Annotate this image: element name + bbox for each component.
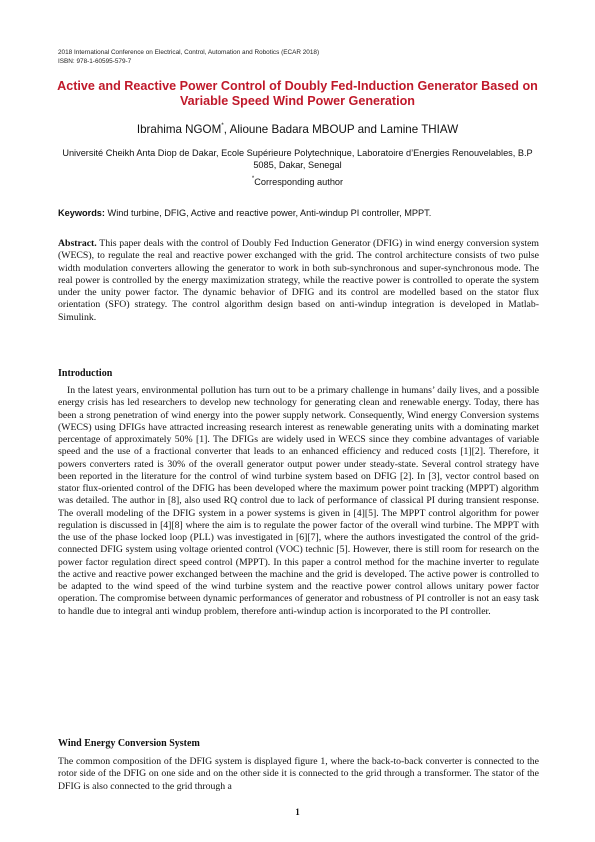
paper-title: Active and Reactive Power Control of Doubly Fed-Induction Generator Based on Variable Speed Wind Power Generation — [57, 79, 538, 109]
author-others: , Alioune Badara MBOUP and Lamine THIAW — [223, 123, 459, 136]
abstract-text: This paper deals with the control of Doubly Fed Induction Generator (DFIG) in wind energy conversion system (WECS), to regulate the real and reactive power exchanged with the grid. The control architecture consists of two pulse width modulation converters allowing the generator to work in both sub-synchronous and super-synchronous mode. The real power is controlled by the energy maximization strategy, while the reactive power is controlled to operate the system under the unity power factor. The dynamic behavior of DFIG and its control are modelled based on the stator flux orientation (SFO) strategy. The control algorithm design based on anti-windup integration is developed in Matlab-Simulink. — [58, 238, 539, 323]
corresponding-mark: * — [221, 122, 224, 129]
author-list — [56, 123, 539, 137]
introduction-paragraph: In the latest years, environmental pollution has turn out to be a primary challenge in humans’ daily lives, and a possible energy crisis has led researchers to develop new technology for generating clean and renewable energy. Today, there has been a strong penetration of wind energy into the power supply network. Consequently, Wind energy Conversion systems (WECS) using DFIGs have attracted increasing research interest as renewable generating units with a dominating market percentage of approximately 50% [1]. The DFIGs are widely used in WECS since they combine advantages of variable speed and the use of a fractional converter that leads to an enhanced efficiency and reduced costs [1][2]. Therefore, it powers converters rated is 30% of the overall generator output power under steady-state. Several control strategy have been reported in the literature for the control of wind turbine system based on DFIG [2]. In [3], vector control based on stator flux-oriented control of the DFIG has been developed where the maximum power point tracking (MPPT) algorithm was detailed. The author in [8], also used RQ control due to lack of performance of classical PI during transient response. The overall modeling of the DFIG system in a power systems is given in [4][5]. The MPPT control algorithm for power regulation is discussed in [4][8] where the aim is to regulate the power factor of the overall wind turbine. The MPPT with the use of the phase locked loop (PLL) was investigated in [6][7], where the authors investigated the control of the grid-connected DFIG system using voltage oriented control (VOC) technic [5]. However, there is still room for research on the power factor regulation direct speed control (MPPT). In this paper a control method for the machine inverter to regulate the active and reactive power exchanged between the machine and the grid is developed. The active power is controlled to be adapted to the wind speed of the wind turbine system and the reactive power control allows unitary power factor operation. The compromise between dynamic performances of generator and robustness of PI controller is not an easy task to handle due to integral anti windup problem, therefore anti-windup action is incorporated to the PI controller. — [58, 385, 539, 617]
isbn: ISBN: 978-1-60595-579-7 — [58, 57, 132, 65]
wecs-paragraph: The common composition of the DFIG system is displayed figure 1, where the back-to-back converter is connected to the rotor side of the DFIG on one side and on the other side it is connected to the grid through a transformer. The stator of the DFIG is also connected to the grid through a — [58, 756, 539, 792]
section-heading-introduction: Introduction — [58, 368, 113, 379]
corresponding-note-mark: * — [251, 176, 255, 182]
abstract — [58, 238, 539, 324]
conference-header — [58, 49, 319, 67]
abstract-label: Abstract. — [58, 238, 97, 249]
page-number: 1 — [295, 807, 300, 817]
keywords-text: Wind turbine, DFIG, Active and reactive power, Anti-windup PI controller, MPPT. — [104, 208, 432, 218]
conference-name: 2018 International Conference on Electrical, Control, Automation and Robotics (ECAR 2018) — [58, 49, 320, 56]
keywords — [58, 208, 539, 219]
section-heading-wecs: Wind Energy Conversion System — [58, 738, 200, 749]
corresponding-note-text: Corresponding author — [254, 177, 344, 187]
affiliation: Université Cheikh Anta Diop de Dakar, Ecole Supérieure Polytechnique, Laboratoire d’Energies Renouvelables, B.P 5085, Dakar, Senegal — [62, 148, 533, 170]
keywords-label: Keywords: — [58, 208, 105, 218]
corresponding-note — [56, 177, 539, 188]
author-first: Ibrahima NGOM — [136, 123, 222, 136]
